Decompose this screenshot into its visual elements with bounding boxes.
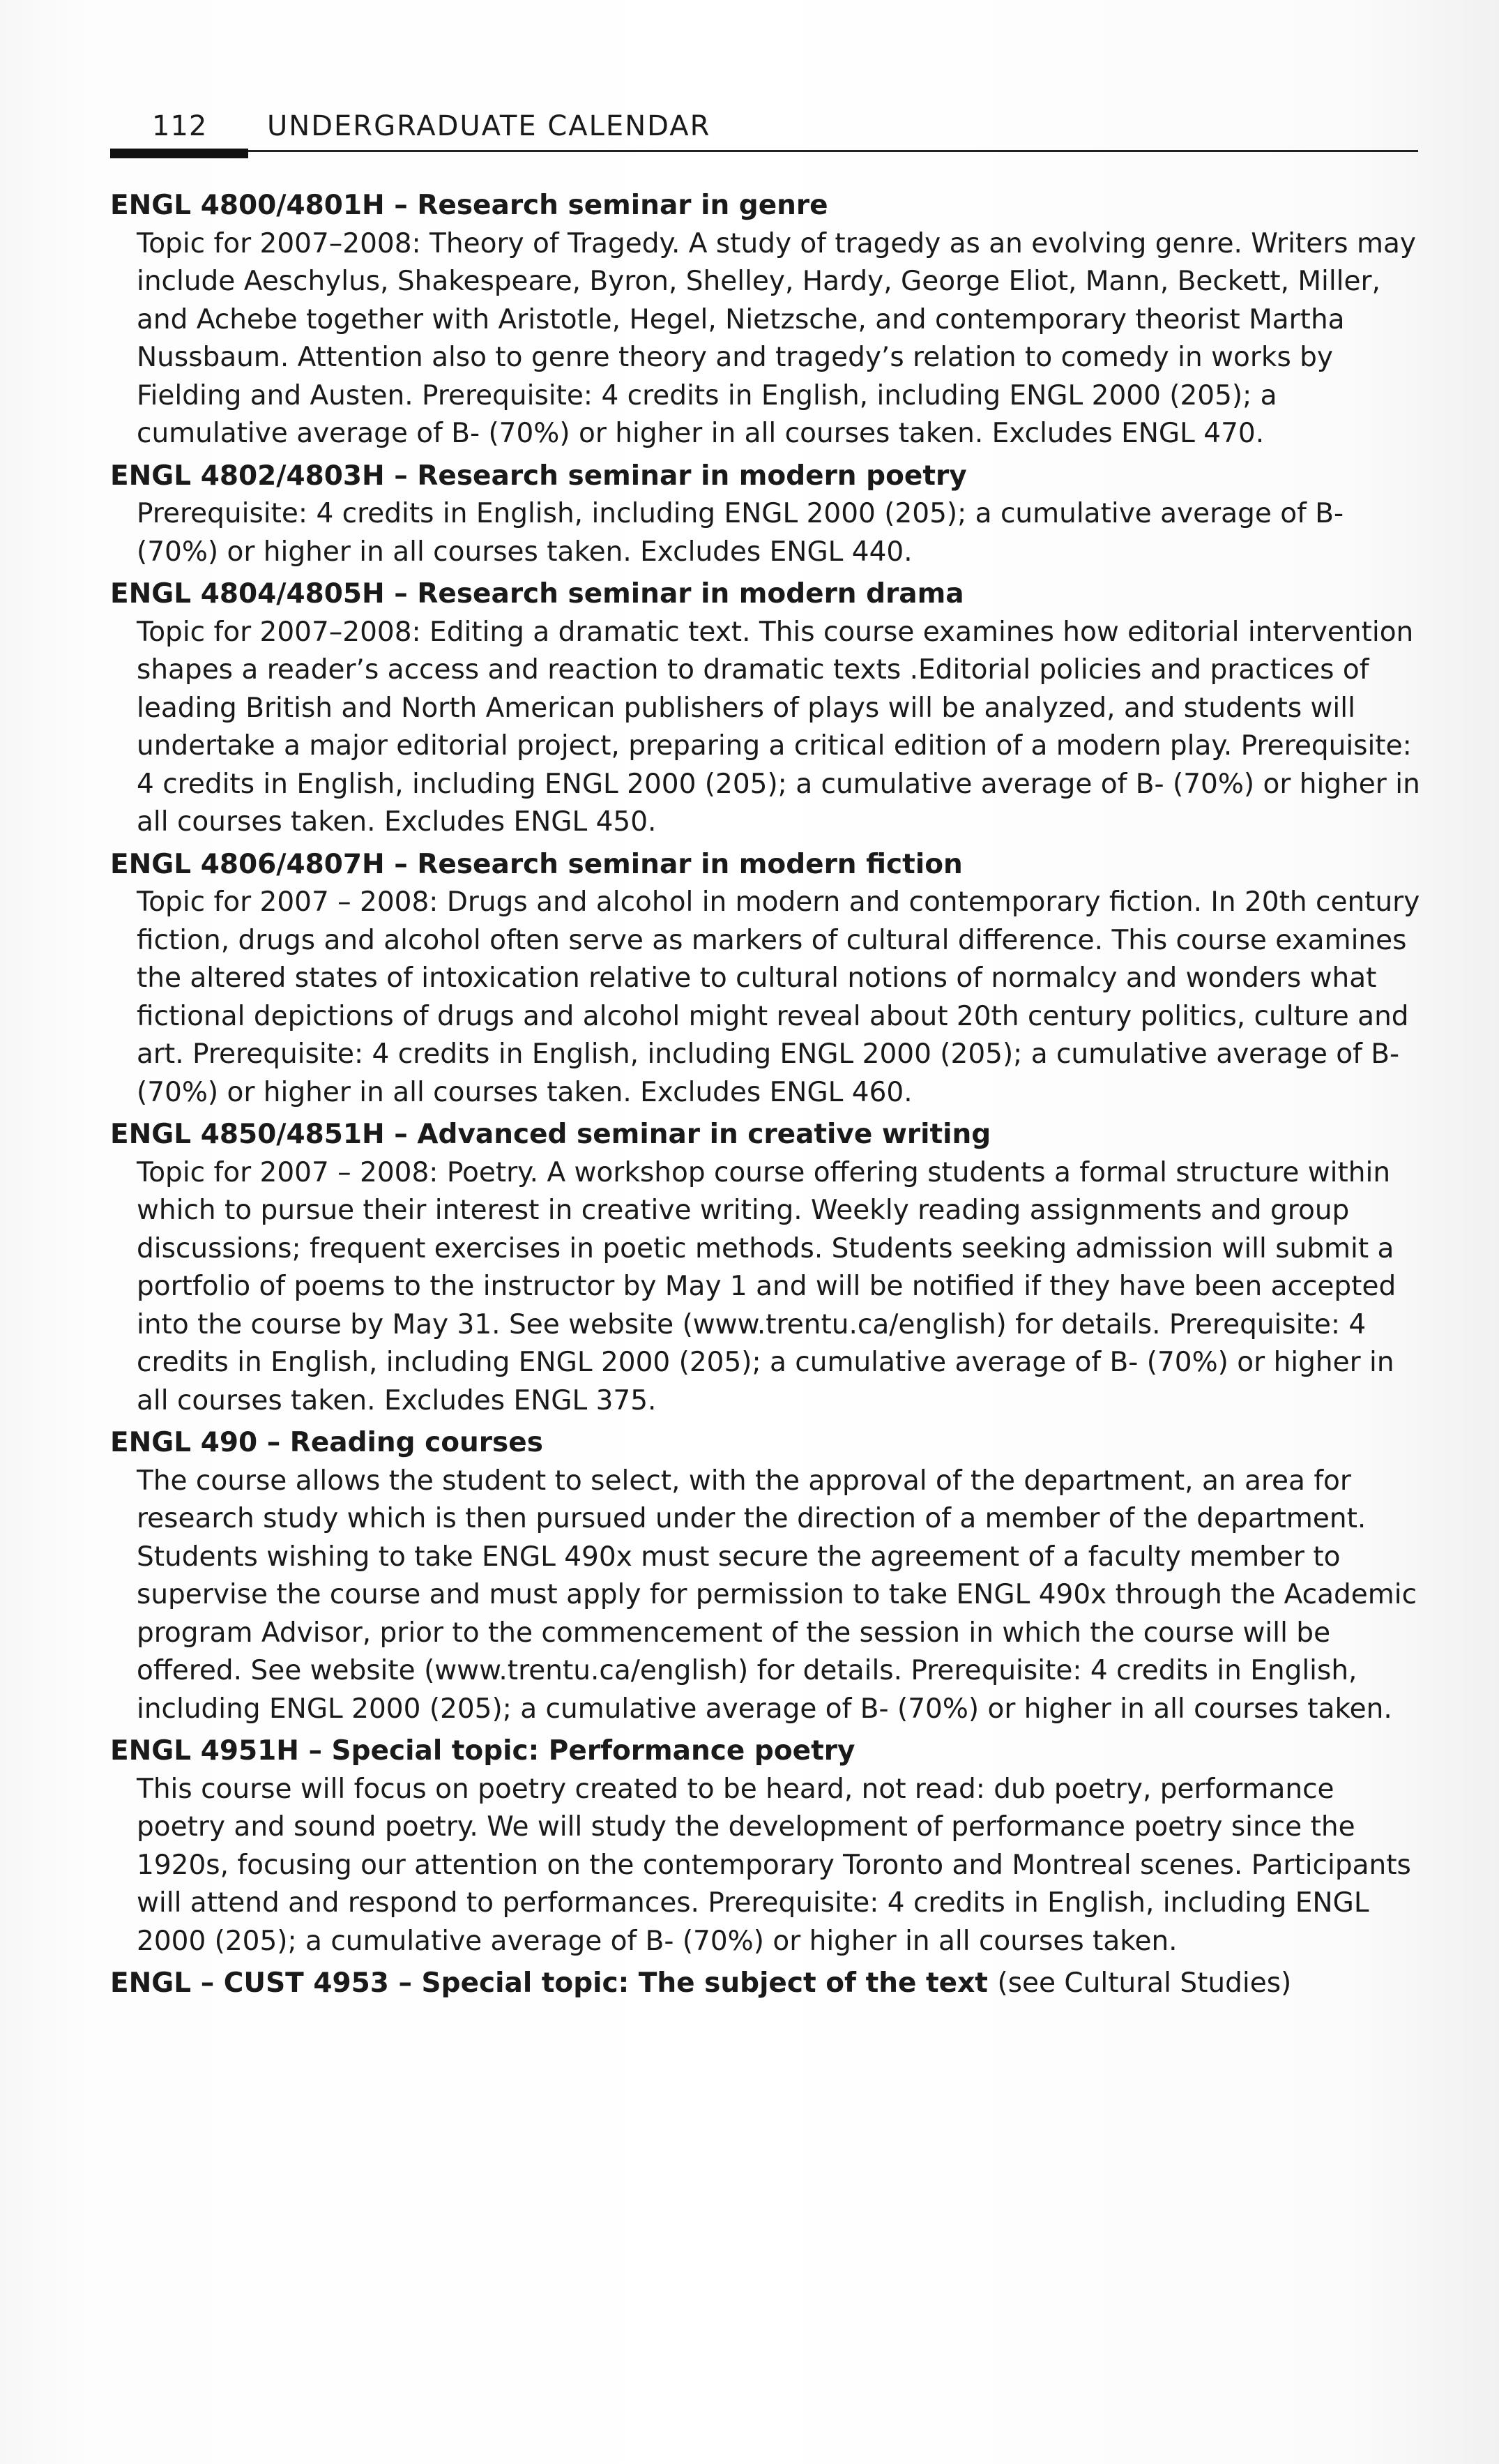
header-rule-accent [110, 149, 248, 158]
course-title-with-reference [110, 1965, 1421, 2003]
course-title: ENGL 4802/4803H – Research seminar in modern poetry [110, 460, 967, 492]
course-title: ENGL 4804/4805H – Research seminar in modern drama [110, 578, 964, 610]
course-description: Topic for 2007–2008: Editing a dramatic text. This course examines how editorial intervention shapes a reader’s access and reaction to dramatic texts .Editorial policies and practices of leading British and North American publishers of plays will be analyzed, and students will undertake a major editorial project, preparing a critical edition of a modern play. Prerequisite: 4 credits in English, including ENGL 2000 (205); a cumulative average of B- (70%) or higher in all courses taken. Excludes ENGL 450. [137, 616, 1420, 838]
course-entry [110, 1732, 1421, 1960]
course-title: ENGL 4806/4807H – Research seminar in modern fiction [110, 848, 963, 880]
course-title: ENGL 490 – Reading courses [110, 1427, 543, 1458]
course-title-text: ENGL – CUST 4953 – Special topic: The subject of the text [110, 1967, 988, 1999]
course-description: Topic for 2007 – 2008: Drugs and alcohol in modern and contemporary fiction. In 20th century fiction, drugs and alcohol often serve as markers of cultural difference. This course examines the altered states of intoxication relative to cultural notions of normalcy and wonders what fictional depictions of drugs and alcohol might reveal about 20th century politics, culture and art. Prerequisite: 4 credits in English, including ENGL 2000 (205); a cumulative average of B- (70%) or higher in all courses taken. Excludes ENGL 460. [137, 886, 1420, 1108]
course-title: ENGL 4800/4801H – Research seminar in genre [110, 190, 828, 221]
course-entry [110, 458, 1421, 572]
page-number: 112 [152, 110, 208, 142]
course-description: The course allows the student to select, with the approval of the department, an area for research study which is then pursued under the direction of a member of the department. Students wishing to take ENGL 490x must secure the agreement of a faculty member to supervise the course and must apply for permission to take ENGL 490x through the Academic program Advisor, prior to the commencement of the session in which the course will be offered. See website (www.trentu.ca/english) for details. Prerequisite: 4 credits in English, including ENGL 2000 (205); a cumulative average of B- (70%) or higher in all courses taken. [137, 1465, 1417, 1725]
page-header [110, 110, 1417, 152]
course-entry [110, 1965, 1421, 2003]
course-description: Topic for 2007–2008: Theory of Tragedy. A study of tragedy as an evolving genre. Writers may include Aeschylus, Shakespeare, Byron, Shelley, Hardy, George Eliot, Mann, Beckett, Miller, and Achebe together with Aristotle, Hegel, Nietzsche, and contemporary theorist Martha Nussbaum. Attention also to genre theory and tragedy’s relation to comedy in works by Fielding and Austen. Prerequisite: 4 credits in English, including ENGL 2000 (205); a cumulative average of B- (70%) or higher in all courses taken. Excludes ENGL 470. [137, 227, 1416, 449]
course-listings [110, 187, 1421, 2006]
course-entry [110, 1424, 1421, 1728]
course-entry [110, 187, 1421, 453]
course-entry [110, 575, 1421, 842]
course-title: ENGL 4850/4851H – Advanced seminar in creative writing [110, 1119, 991, 1150]
course-description: Topic for 2007 – 2008: Poetry. A workshop course offering students a formal structure within which to pursue their interest in creative writing. Weekly reading assignments and group discussions; frequent exercises in poetic methods. Students seeking admission will submit a portfolio of poems to the instructor by May 1 and will be notified if they have been accepted into the course by May 31. See website (www.trentu.ca/english) for details. Prerequisite: 4 credits in English, including ENGL 2000 (205); a cumulative average of B- (70%) or higher in all courses taken. Excludes ENGL 375. [137, 1156, 1397, 1416]
course-entry [110, 1116, 1421, 1420]
course-description: This course will focus on poetry created to be heard, not read: dub poetry, performance poetry and sound poetry. We will study the development of performance poetry since the 1920s, focusing our attention on the contemporary Toronto and Montreal scenes. Participants will attend and respond to performances. Prerequisite: 4 credits in English, including ENGL 2000 (205); a cumulative average of B- (70%) or higher in all courses taken. [137, 1773, 1411, 1957]
course-description: Prerequisite: 4 credits in English, including ENGL 2000 (205); a cumulative average of B- (70%) or higher in all courses taken. Excludes ENGL 440. [137, 498, 1344, 568]
course-entry [110, 846, 1421, 1112]
header-rule [110, 150, 1418, 152]
see-also-reference: (see Cultural Studies) [997, 1967, 1292, 1999]
running-title: UNDERGRADUATE CALENDAR [267, 110, 711, 142]
course-title: ENGL 4951H – Special topic: Performance poetry [110, 1735, 855, 1767]
